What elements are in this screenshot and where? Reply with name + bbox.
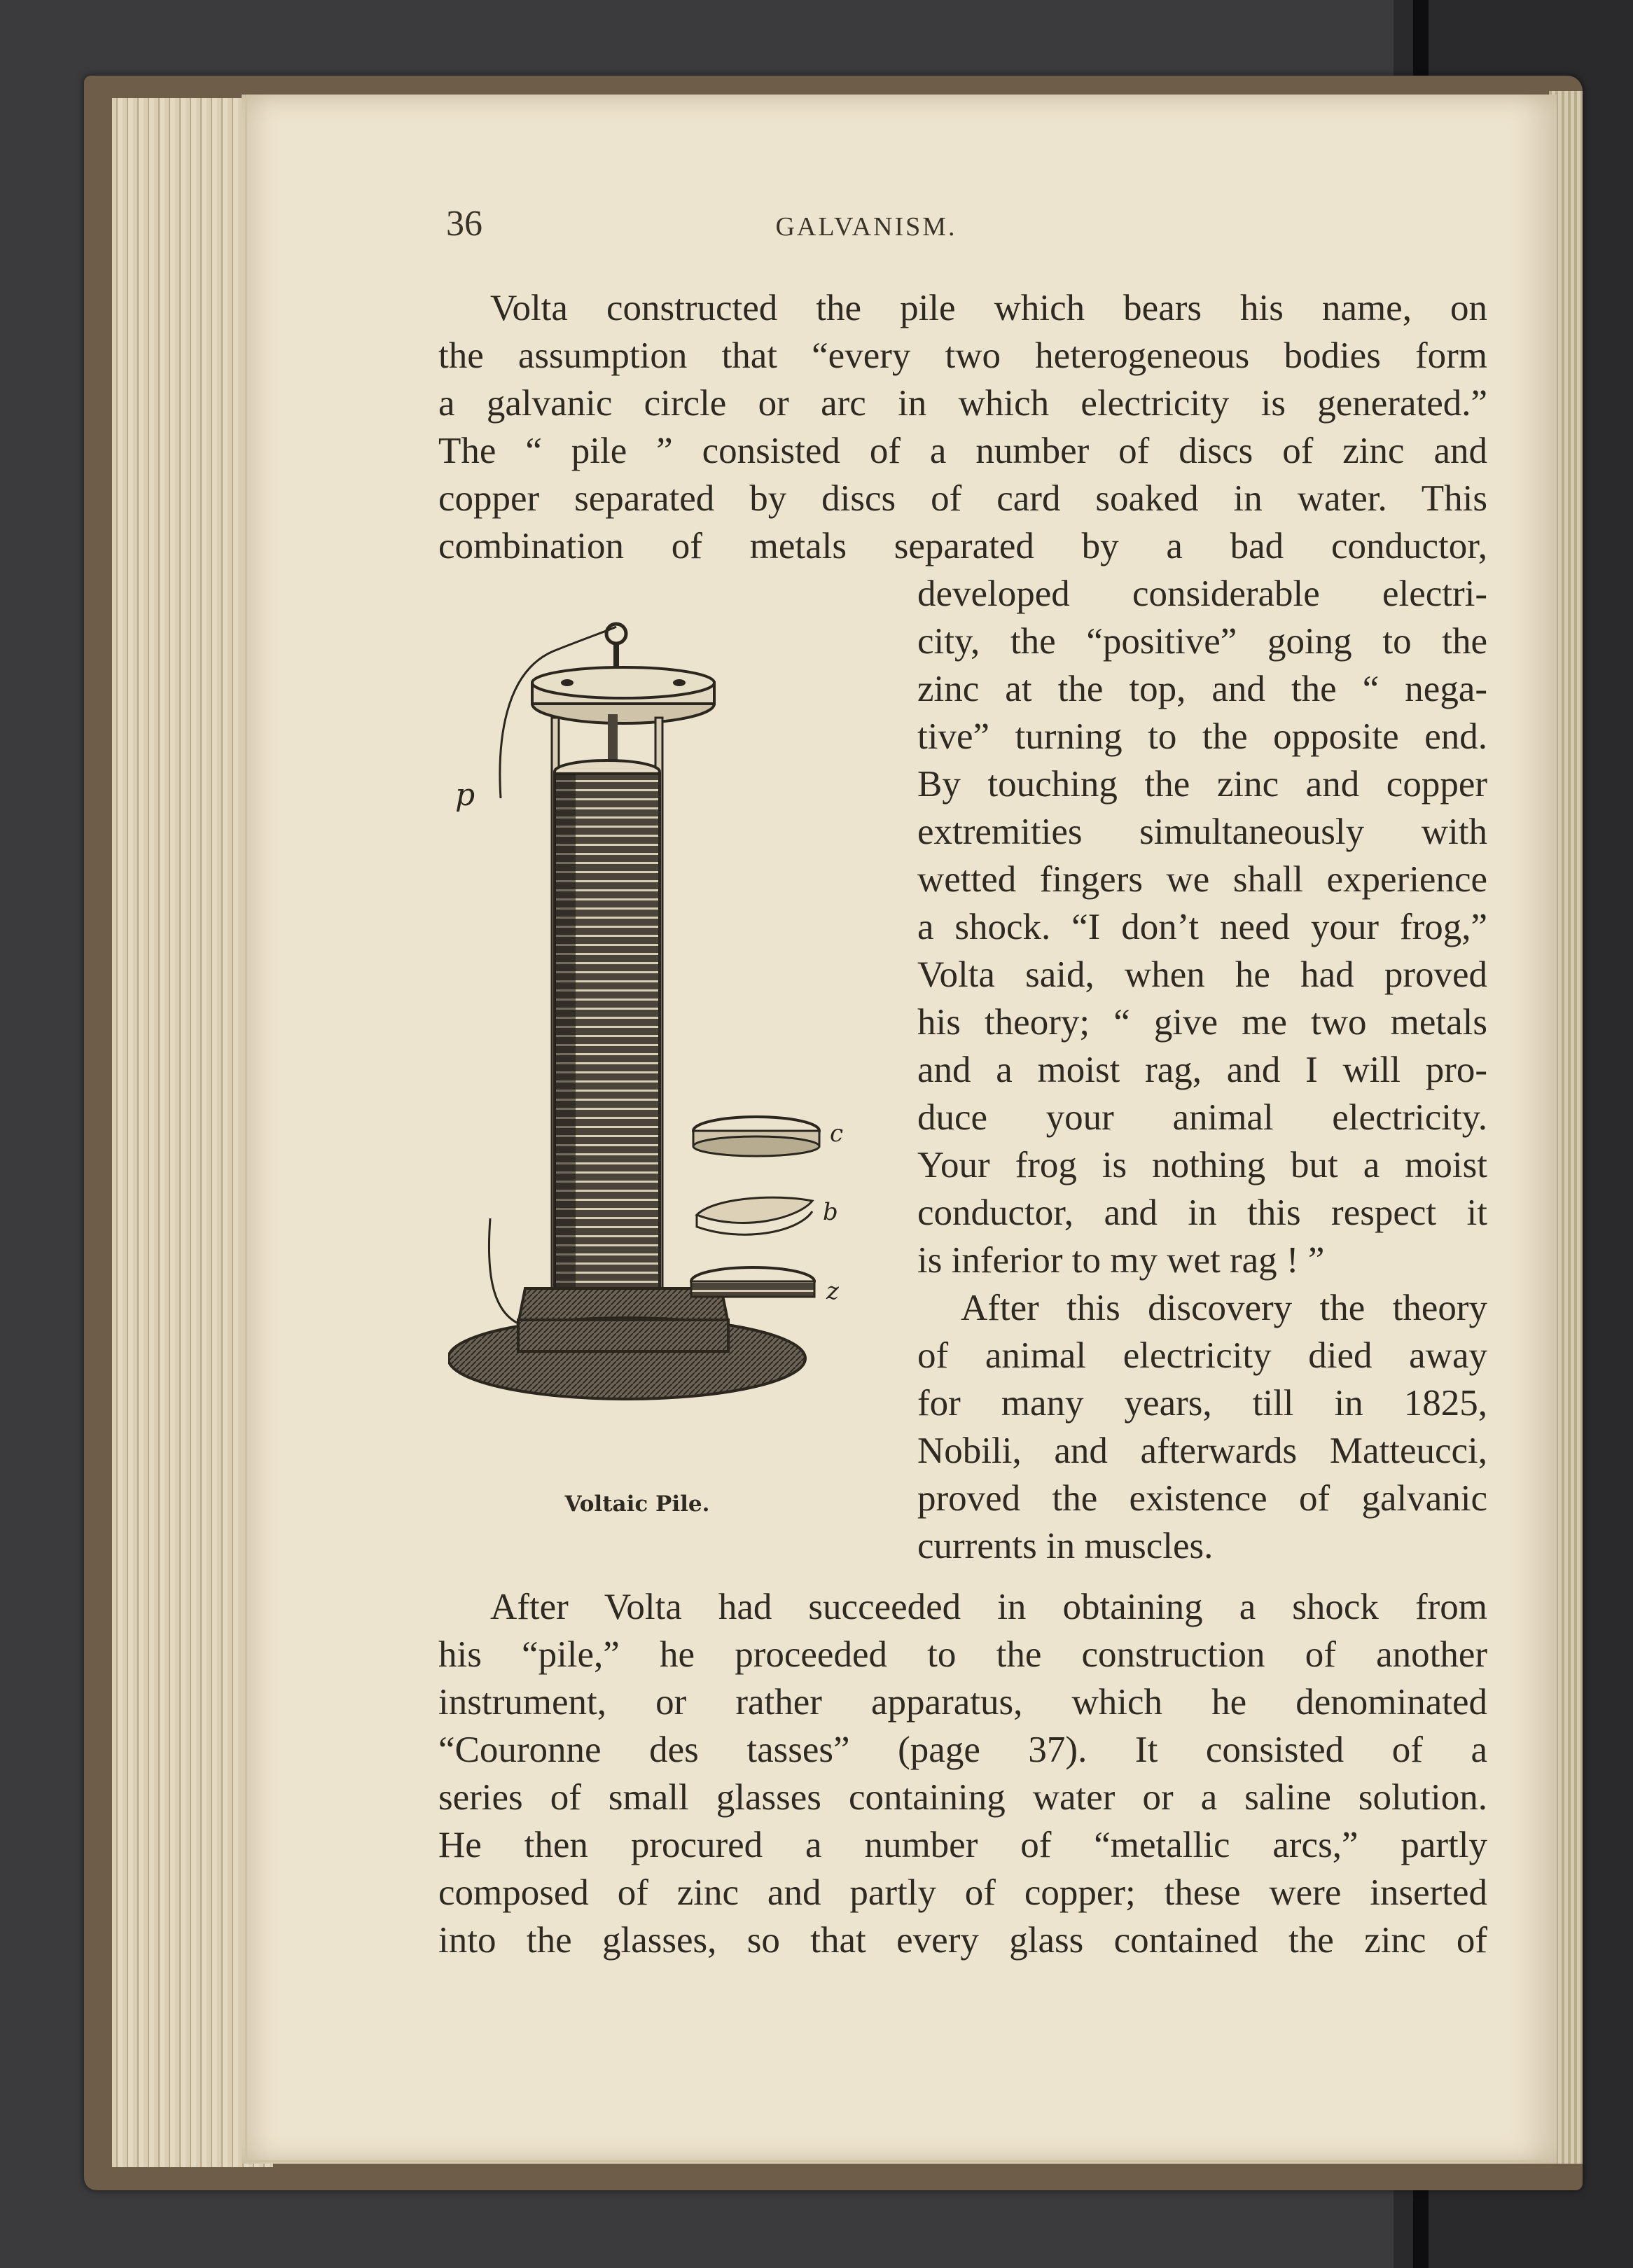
text-line: copper separated by discs of card soaked in water. This [438,478,1487,519]
text-line: instrument, or rather apparatus, which he denominated [438,1682,1487,1723]
text-line: and a moist rag, and I will pro- [917,1050,1487,1090]
running-head [446,203,1489,252]
text-line: developed considerable electri- [917,573,1487,614]
voltaic-pile-figure [448,616,917,1540]
text-line: his theory; “ give me two metals [917,1002,1487,1043]
text-line: After this discovery the theory [961,1288,1487,1328]
text-line: Nobili, and afterwards Matteucci, [917,1431,1487,1471]
label-p: p [455,777,475,813]
figure-caption: Voltaic Pile. [564,1491,710,1517]
text-line: for many years, till in 1825, [917,1383,1487,1424]
text-line: combination of metals separated by a bad conductor, [438,526,1487,566]
text-line: tive” turning to the opposite end. [917,716,1487,757]
text-line: his “pile,” he proceeded to the construction of another [438,1634,1487,1675]
text-line: The “ pile ” consisted of a number of discs of zinc and [438,431,1487,471]
text-line: currents in muscles. [917,1526,1214,1566]
text-line: Volta constructed the pile which bears his name, on [490,288,1487,328]
text-line: By touching the zinc and copper [917,764,1487,805]
text-line: conductor, and in this respect it [917,1192,1487,1233]
text-line: zinc at the top, and the “ nega- [917,669,1487,709]
running-title: GALVANISM. [775,212,957,242]
label-c: c [830,1120,844,1148]
text-line: After Volta had succeeded in obtaining a shock from [490,1587,1487,1627]
text-line: of animal electricity died away [917,1335,1487,1376]
page-number: 36 [446,204,482,244]
text-line: a galvanic circle or arc in which electricity is generated.” [438,383,1487,424]
text-line: a shock. “I don’t need your frog,” [917,907,1487,947]
voltaic-pile-illustration [448,616,917,1484]
text-line: series of small glasses containing water or a saline solution. [438,1777,1487,1818]
text-line: He then procured a number of “metallic arcs,” partly [438,1825,1487,1865]
text-line: Volta said, when he had proved [917,954,1487,995]
text-line: city, the “positive” going to the [917,621,1487,662]
text-line: into the glasses, so that every glass contained the zinc of [438,1920,1487,1961]
text-line: is inferior to my wet rag ! ” [917,1240,1325,1281]
text-line: Your frog is nothing but a moist [917,1145,1487,1185]
text-line: composed of zinc and partly of copper; these were inserted [438,1872,1487,1913]
text-line: extremities simultaneously with [917,812,1487,852]
text-line: proved the existence of galvanic [917,1478,1487,1519]
label-z: z [826,1277,839,1305]
text-line: the assumption that “every two heterogeneous bodies form [438,335,1487,376]
text-line: “Couronne des tasses” (page 37). It consisted of a [438,1730,1487,1770]
label-b: b [823,1198,838,1226]
text-line: wetted fingers we shall experience [917,859,1487,900]
text-line: duce your animal electricity. [917,1097,1487,1138]
